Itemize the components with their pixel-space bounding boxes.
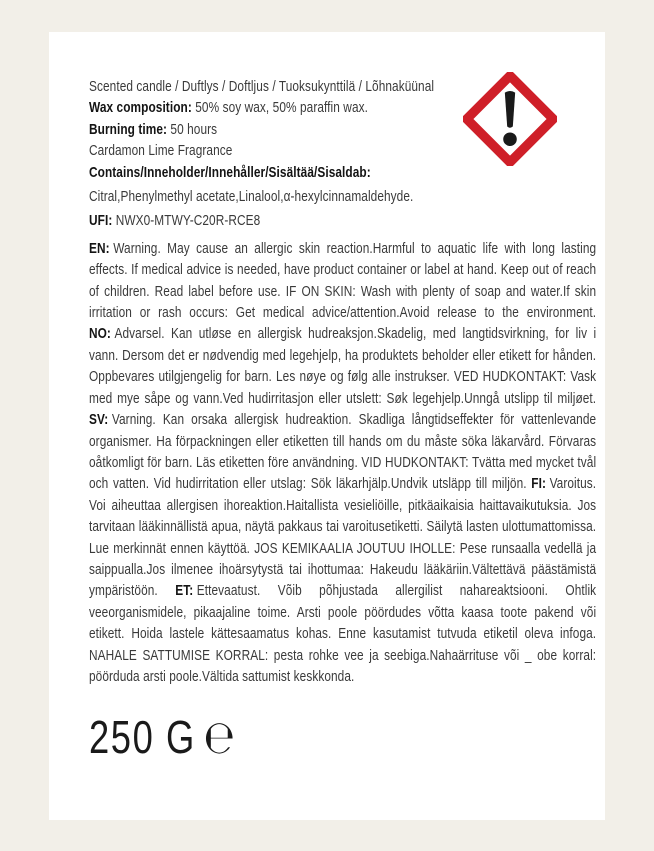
warning-lang-text: Ettevaatust. Võib põhjustada allergilist nahareaktsiooni. Ohtlik veeorganismidele, pikaajaline toime. Arsti poole pöördudes võtta kaasa toote pakend või etikett. Hoida lastele kättesaamatus kohas. Enne kasutamist tutvuda etiketil oleva infoga. NAHALE SATTUMISE KORRAL: pesta rohke vee ja seebiga.Nahaärrituse või _ obe korral: pöörduda arsti poole.Vältida sattumist keskkonda. [89, 582, 597, 685]
contains-heading: Contains/Inneholder/Innehåller/Sisältää/Sisaldab: [89, 163, 371, 181]
warning-lang-code: EN: [89, 239, 110, 257]
fragrance-text: Cardamon Lime Fragrance [89, 142, 233, 160]
ufi-label: UFI: [89, 212, 116, 230]
contains-heading-line [89, 162, 596, 183]
product-names-text: Scented candle / Duftlys / Doftljus / Tuoksukynttilä / Lõhnaküünal [89, 78, 435, 95]
estimated-sign: ℮ [203, 710, 235, 765]
label-content [89, 76, 597, 765]
burning-time-value: 50 hours [170, 120, 218, 138]
fragrance-line [89, 140, 596, 161]
product-names-line [89, 76, 596, 97]
burning-time-line [89, 119, 596, 140]
burning-time-label: Burning time: [89, 120, 171, 138]
warning-lang-code: NO: [89, 325, 111, 343]
wax-composition-label: Wax composition: [89, 99, 196, 117]
net-weight-value: 250 G [89, 711, 196, 764]
product-label [49, 32, 605, 820]
net-weight-row [89, 710, 596, 765]
wax-composition-value: 50% soy wax, 50% paraffin wax. [195, 99, 368, 117]
contains-ingredients-text: Citral,Phenylmethyl acetate,Linalool,α-hexylcinnamaldehyde. [89, 188, 414, 206]
contains-ingredients-line [89, 186, 596, 207]
ufi-code: NWX0-MTWY-C20R-RCE8 [115, 212, 261, 230]
warnings-paragraph [89, 238, 596, 688]
warning-lang-text: Varoitus. Voi aiheuttaa allergisen ihoreaktion.Haitallista vesieliöille, pitkäaikaisia haittavaikutuksia. Jos tarvitaan lääkinnällistä apua, näytä pakkaus tai varoitusetiketti. Säilytä lasten ulottumattomissa. Lue merkinnät ennen käyttöä. JOS KEMIKAALIA JOUTUU IHOLLE: Pese runsaalla vedellä ja saippualla.Jos ilmenee ihoärsytystä tai ihottumaa: Hakeudu lääkäriin.Vältettävä päästämistä ympäristöön. [89, 475, 597, 600]
ufi-line [89, 210, 596, 231]
wax-composition-line [89, 97, 596, 118]
warning-lang-code: ET: [175, 582, 194, 600]
warning-lang-code: FI: [531, 475, 547, 493]
warning-lang-code: SV: [89, 411, 109, 429]
warning-lang-text: Varning. Kan orsaka allergisk hudreaktion. Skadliga långtidseffekter för vattenlevande organismer. Ha förpackningen eller etiketten till hands om du måste söka läkarvård. Förvaras oåtkomligt för barn. Läs etiketten före användning. VID HUDKONTAKT: Tvätta med mycket tvål och vatten. Vid hudirritation eller utslag: Sök läkarhjälp.Undvik utsläpp till miljön. [89, 411, 597, 493]
warning-lang-text: Advarsel. Kan utløse en allergisk hudreaksjon.Skadelig, med langtidsvirkning, for liv i vann. Dersom det er nødvendig med legehjelp, ha produktets beholder eller etikett for hånden. Oppbevares utilgjengelig for barn. Les nøye og følg alle instrukser. VED HUDKONTAKT: Vask med mye såpe og vann.Ved hudirritasjon eller utslett: Søk legehjelp.Unngå utslipp til miljøet. [89, 325, 597, 407]
warning-lang-text: Warning. May cause an allergic skin reaction.Harmful to aquatic life with long lasting effects. If medical advice is needed, have product container or label at hand. Keep out of reach of children. Read label before use. IF ON SKIN: Wash with plenty of soap and water.If skin irritation or rash occurs: Get medical advice/attention.Avoid release to the environment. [89, 239, 597, 322]
